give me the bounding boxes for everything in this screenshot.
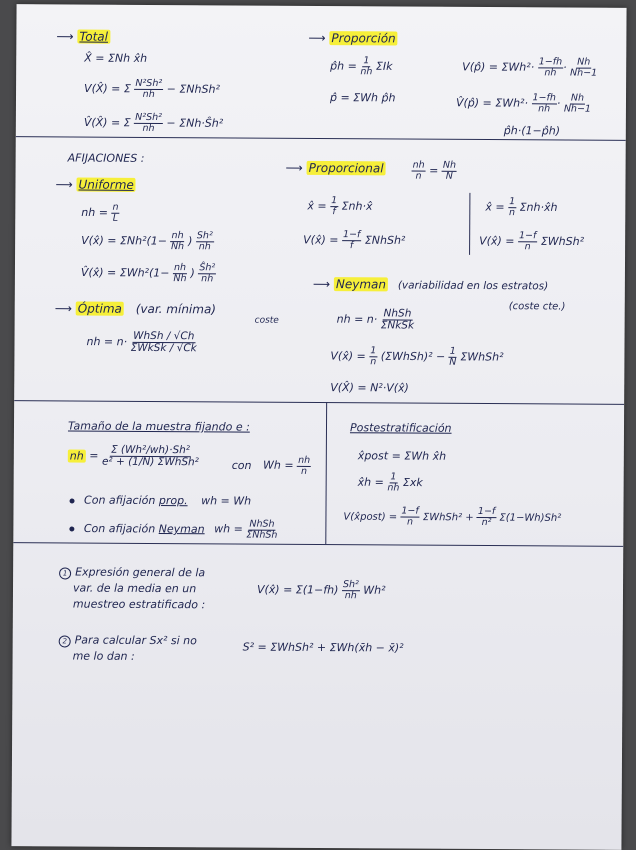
proporcional-eq4: V(x̂) = $\frac{1-f}{n}$ ΣWhSh² bbox=[479, 230, 585, 253]
proporcional-eq3: x̂ = $\frac{1}{n}$ Σnh·x̂h bbox=[485, 196, 558, 219]
divider-vertical bbox=[325, 402, 327, 544]
proporcion-eq4b: p̂h·(1−p̂h) bbox=[503, 124, 561, 138]
optima-note: (var. mínima) bbox=[135, 301, 217, 317]
tamano-title: Tamaño de la muestra fijando e : bbox=[67, 419, 250, 434]
proporcional-separator bbox=[469, 193, 471, 255]
neyman-title: Neyman bbox=[335, 277, 387, 292]
bullet-icon bbox=[70, 498, 75, 503]
proporcional-eq2: V(x̂) = $\frac{1-f}{f}$ ΣNhSh² bbox=[303, 229, 406, 252]
total-heading bbox=[56, 30, 110, 44]
note-2-eq: S² = ΣWhSh² + ΣWh(x̄h − x̄)² bbox=[242, 640, 404, 655]
afijaciones-title: AFIJACIONES : bbox=[67, 151, 145, 165]
optima-coste: coste bbox=[254, 315, 279, 326]
uniforme-eq2: V(x̂) = ΣNh²(1− $\frac{nh}{Nh}$ ) $\frac{\text{Sh²}}{nh}$ bbox=[81, 230, 213, 253]
proporcion-eq3: V(p̂) = ΣWh²· $\frac{1-fh}{nh}$ · $\frac{Nh}{Nh-1}$ bbox=[462, 56, 598, 79]
neyman-heading bbox=[313, 278, 549, 293]
proporcion-eq4: V̂(p̂) = ΣWh²· $\frac{1-fh}{nh}$ · $\frac{Nh}{Nh-1}$ bbox=[455, 92, 592, 115]
optima-eq: nh = n· $\frac{\text{WhSh / √Ch}}{\text{ΣWkSk / √Ck}}$ bbox=[86, 329, 197, 355]
total-eq2: V(X̂) = Σ $\frac{\text{N²Sh²}}{nh}$ − ΣNhSh² bbox=[84, 77, 220, 100]
proporcional-title: Proporcional bbox=[308, 160, 384, 176]
note-1-eq: V(x̂) = Σ(1−fh) $\frac{\text{Sh²}}{nh}$ Wh² bbox=[256, 579, 386, 602]
tamano-bullet-prop: Con afijación prop. wh = Wh bbox=[70, 494, 252, 508]
neyman-eq3: V(X̂) = N²·V(x̂) bbox=[330, 381, 409, 395]
uniforme-eq1: nh = $\frac{n}{L}$ bbox=[81, 201, 119, 224]
total-title: Total bbox=[79, 29, 109, 44]
tamano-con: con Wh = $\frac{nh}{n}$ bbox=[231, 454, 311, 477]
proporcional-heading bbox=[286, 162, 386, 176]
neyman-coste: (coste cte.) bbox=[508, 301, 566, 313]
tamano-eq: nh = $\frac{\text{Σ (Wh²/wh)·Sh²}}{\text{e² + (1/N) ΣWhSh²}}$ bbox=[69, 443, 199, 469]
postestratificacion-eq2: x̂h = $\frac{1}{nh}$ Σxk bbox=[357, 471, 423, 494]
neyman-eq1: nh = n· $\frac{\text{NhSh}}{\text{ΣNkSk}}$ bbox=[336, 307, 415, 332]
arrow-icon: ⟶ bbox=[312, 276, 331, 292]
postestratificacion-eq3: V(x̂post) = $\frac{1-f}{n}$ ΣWhSh² + $\frac{1-f}{\text{n²}}$ Σ(1−Wh)Sh² bbox=[343, 505, 562, 529]
neyman-eq2: V(x̂) = $\frac{1}{n}$ (ΣWhSh)² − $\frac{1}{N}$ ΣWhSh² bbox=[330, 345, 504, 368]
optima-heading bbox=[55, 302, 216, 317]
proporcion-eq1: p̂h = $\frac{1}{nh}$ ΣIk bbox=[330, 55, 393, 78]
uniforme-title: Uniforme bbox=[78, 177, 134, 192]
total-eq3: V̂(X̂) = Σ $\frac{\text{N²Sh²}}{nh}$ − ΣNh·Ŝh² bbox=[83, 111, 224, 134]
proporcion-heading bbox=[308, 32, 397, 46]
bullet-icon bbox=[69, 526, 74, 531]
notes-page bbox=[11, 4, 626, 850]
note-2-number: 2 bbox=[59, 635, 71, 647]
total-eq1: X̂ = ΣNh x̂h bbox=[84, 51, 148, 65]
note-1-text: 1 Expresión general de la var. de la media en un muestreo estratificado : bbox=[59, 564, 206, 613]
divider-3 bbox=[13, 542, 623, 547]
arrow-icon: ⟶ bbox=[54, 301, 72, 316]
arrow-icon: ⟶ bbox=[285, 160, 303, 175]
tamano-bullet-neyman: Con afijación Neyman wh = $\frac{\text{NhSh}}{\text{ΣNhSh}}$ bbox=[69, 518, 277, 540]
note-1-number: 1 bbox=[59, 567, 71, 579]
postestratificacion-title: Postestratificación bbox=[349, 421, 452, 435]
postestratificacion-eq1: x̂post = ΣWh x̂h bbox=[357, 449, 447, 463]
arrow-icon: ⟶ bbox=[56, 29, 74, 44]
proporcional-ratio: $\frac{nh}{n}$ = $\frac{Nh}{N}$ bbox=[412, 159, 457, 182]
proporcion-title: Proporción bbox=[331, 31, 396, 46]
proporcional-eq1: x̂ = $\frac{1}{f}$ Σnh·x̂ bbox=[307, 195, 373, 218]
uniforme-eq3: V̂(x̂) = ΣWh²(1− $\frac{nh}{Nh}$ ) $\frac{\text{Ŝh²}}{nh}$ bbox=[80, 262, 216, 285]
arrow-icon: ⟶ bbox=[55, 177, 73, 192]
note-2-text: 2 Para calcular Sx² si no me lo dan : bbox=[59, 632, 197, 665]
proporcion-eq2: p̂ = ΣWh p̂h bbox=[329, 91, 396, 105]
uniforme-heading bbox=[55, 178, 135, 192]
divider-2 bbox=[14, 400, 624, 405]
arrow-icon: ⟶ bbox=[308, 30, 326, 46]
optima-title: Óptima bbox=[77, 301, 122, 316]
neyman-note: (variabilidad en los estratos) bbox=[397, 279, 549, 293]
